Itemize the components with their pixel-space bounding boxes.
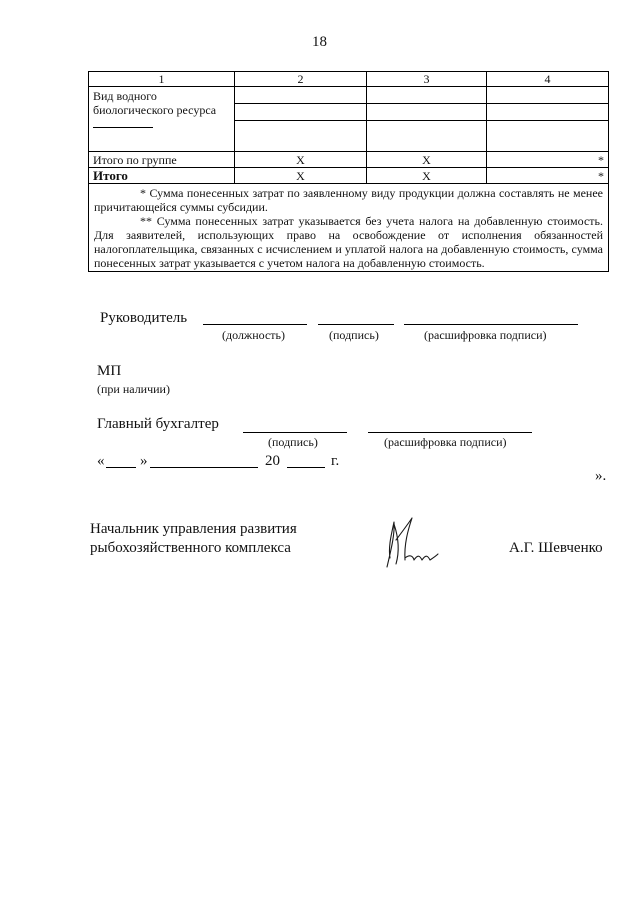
accountant-decoding-caption: (расшифровка подписи) bbox=[384, 435, 507, 449]
signature-caption: (подпись) bbox=[329, 328, 379, 342]
date-year-suffix: г. bbox=[331, 453, 340, 469]
table-cell bbox=[367, 121, 487, 152]
accountant-decoding-blank bbox=[368, 432, 532, 433]
official-title-line2: рыбохозяйственного комплекса bbox=[90, 540, 291, 556]
table-cell bbox=[487, 87, 609, 104]
accountant-signature-caption: (подпись) bbox=[268, 435, 318, 449]
closing-mark: ». bbox=[595, 468, 607, 484]
decoding-caption: (расшифровка подписи) bbox=[424, 328, 547, 342]
note-subsidy: * Сумма понесенных затрат по заявленному виду продукции должна составлять не менее причитающейся суммы субсидии. bbox=[94, 186, 603, 214]
notes-row bbox=[89, 184, 609, 272]
grand-total-row bbox=[89, 168, 609, 184]
note-vat: ** Сумма понесенных затрат указывается без учета налога на добавленную стоимость. Для заявителей, использующих право на освобождение от исполнения обязанностей налогоплательщика, связанных с исчислением и уплатой налога на добавленную стоимость, сумма понесенных затрат указывается с учетом налога на добавленную стоимость. bbox=[94, 214, 603, 270]
stamp-note: (при наличии) bbox=[97, 382, 170, 396]
header-col-1: 1 bbox=[89, 72, 235, 87]
header-col-2: 2 bbox=[235, 72, 367, 87]
table-cell bbox=[235, 121, 367, 152]
signature-blank bbox=[318, 324, 394, 325]
position-caption: (должность) bbox=[222, 328, 285, 342]
stamp-label: МП bbox=[97, 363, 122, 379]
group-total-col-4: * bbox=[487, 152, 609, 168]
grand-total-col-4: * bbox=[487, 168, 609, 184]
date-close-quote: » bbox=[140, 453, 148, 469]
official-title-line1: Начальник управления развития bbox=[90, 521, 297, 537]
grand-total-col-2: X bbox=[235, 168, 367, 184]
group-total-row bbox=[89, 152, 609, 168]
position-blank bbox=[203, 324, 307, 325]
header-col-4: 4 bbox=[487, 72, 609, 87]
resource-name-blank bbox=[93, 119, 153, 128]
table-row bbox=[89, 87, 609, 104]
table-cell bbox=[487, 104, 609, 121]
resource-cell bbox=[89, 87, 235, 152]
table-cell bbox=[367, 104, 487, 121]
table-header-row bbox=[89, 72, 609, 87]
notes-cell bbox=[89, 184, 609, 272]
header-col-3: 3 bbox=[367, 72, 487, 87]
page-number: 18 bbox=[312, 34, 327, 50]
table-cell bbox=[367, 87, 487, 104]
table-cell bbox=[487, 121, 609, 152]
date-month-blank bbox=[150, 467, 258, 468]
costs-table bbox=[88, 71, 609, 272]
date-year-prefix: 20 bbox=[265, 453, 280, 469]
date-year-blank bbox=[287, 467, 325, 468]
group-total-col-2: X bbox=[235, 152, 367, 168]
group-total-col-3: X bbox=[367, 152, 487, 168]
official-name: А.Г. Шевченко bbox=[509, 540, 603, 556]
grand-total-label: Итого bbox=[89, 168, 235, 184]
handwritten-signature bbox=[378, 510, 444, 572]
decoding-blank bbox=[404, 324, 578, 325]
table-cell bbox=[235, 87, 367, 104]
date-day-blank bbox=[106, 467, 136, 468]
table-cell bbox=[235, 104, 367, 121]
date-open-quote: « bbox=[97, 453, 105, 469]
resource-label: Вид водного биологического ресурса bbox=[93, 89, 217, 117]
accountant-label: Главный бухгалтер bbox=[97, 416, 219, 432]
head-label: Руководитель bbox=[100, 310, 188, 326]
group-total-label: Итого по группе bbox=[89, 152, 235, 168]
grand-total-col-3: X bbox=[367, 168, 487, 184]
accountant-signature-blank bbox=[243, 432, 347, 433]
